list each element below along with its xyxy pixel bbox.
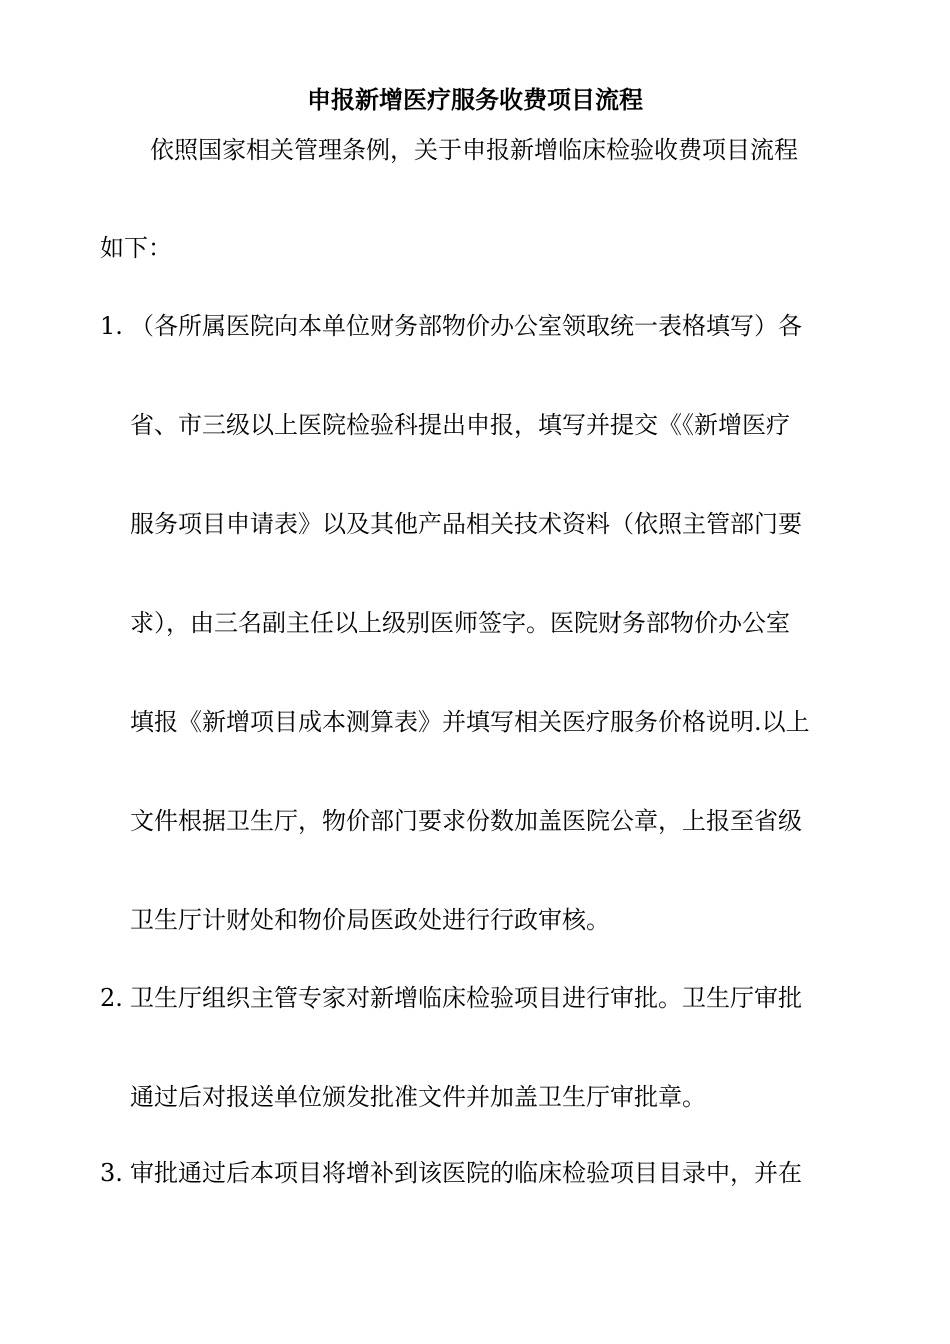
list-item-1-line-2: 省、市三级以上医院检验科提出申报，填写并提交《《新增医疗 (130, 411, 790, 439)
intro-line-1: 依照国家相关管理条例，关于申报新增临床检验收费项目流程 (150, 136, 798, 164)
list-item-1-line-5: 填报《新增项目成本测算表》并填写相关医疗服务价格说明.以上 (130, 708, 810, 736)
list-item-2-line-1: 卫生厅组织主管专家对新增临床检验项目进行审批。卫生厅审批 (130, 984, 802, 1012)
list-item-1-line-7: 卫生厅计财处和物价局医政处进行行政审核。 (130, 906, 610, 934)
list-item-1-line-6: 文件根据卫生厅，物价部门要求份数加盖医院公章，上报至省级 (130, 807, 802, 835)
list-item-1-number: 1. (100, 312, 123, 340)
list-item-1-line-1: （各所属医院向本单位财务部物价办公室领取统一表格填写）各 (130, 312, 802, 340)
list-item-2-number: 2. (100, 984, 123, 1012)
list-item-1-line-3: 服务项目申请表》以及其他产品相关技术资料（依照主管部门要 (130, 510, 802, 538)
intro-line-2: 如下： (100, 234, 172, 262)
list-item-1-line-4: 求），由三名副主任以上级别医师签字。医院财务部物价办公室 (130, 609, 790, 637)
list-item-2-line-2: 通过后对报送单位颁发批准文件并加盖卫生厅审批章。 (130, 1083, 706, 1111)
list-item-3-number: 3. (100, 1159, 123, 1187)
list-item-3-line-1: 审批通过后本项目将增补到该医院的临床检验项目目录中，并在 (130, 1159, 802, 1187)
document-title: 申报新增医疗服务收费项目流程 (307, 85, 643, 114)
